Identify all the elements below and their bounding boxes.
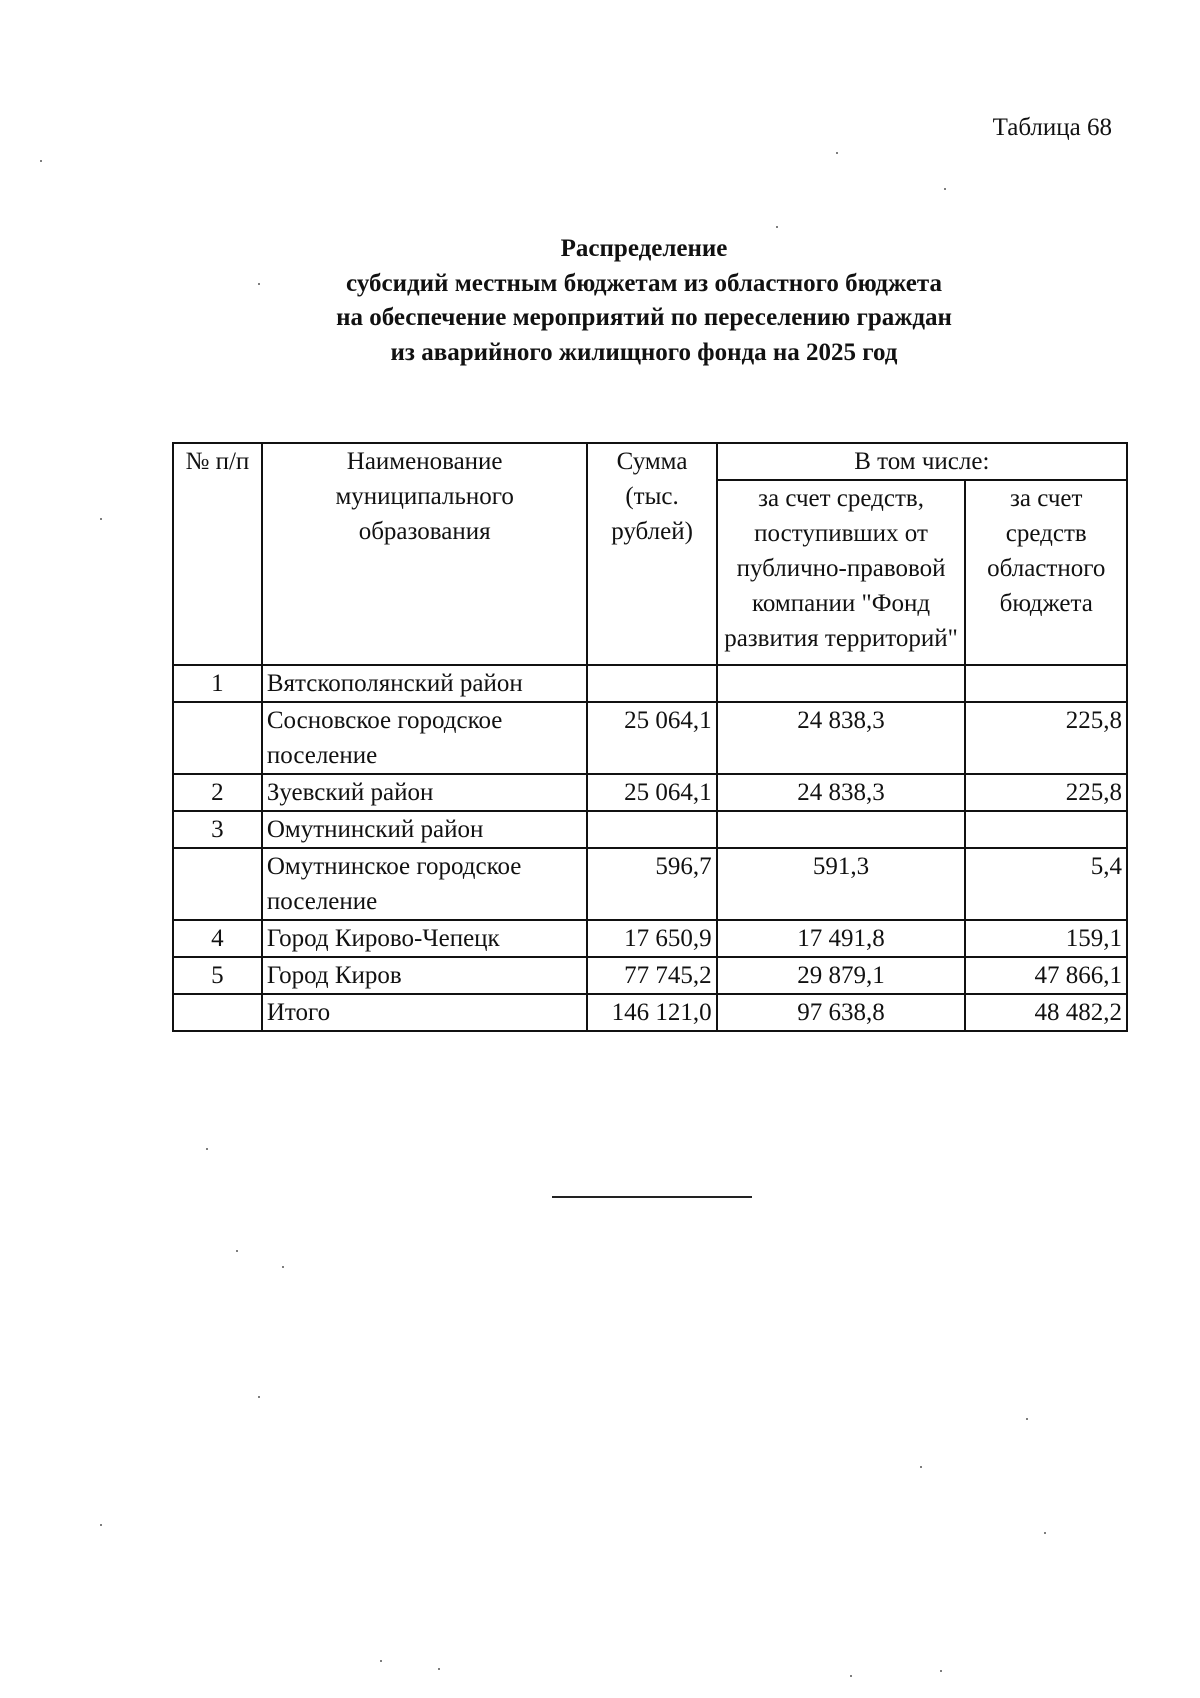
- row-sum: 17 650,9: [587, 920, 716, 957]
- table-row: [173, 920, 1127, 957]
- header-fund-source: за счет средств, поступивших от публично-правовой компании "Фонд развития территорий": [717, 480, 966, 665]
- scan-speck: [100, 518, 102, 520]
- scan-speck: [236, 1250, 238, 1252]
- table-row: [173, 957, 1127, 994]
- table-number-label: Таблица 68: [992, 114, 1112, 141]
- row-fund: 24 838,3: [717, 774, 966, 811]
- title-line-4: из аварийного жилищного фонда на 2025 год: [390, 338, 898, 366]
- scan-speck: [920, 1466, 922, 1468]
- row-regional: [965, 665, 1127, 702]
- row-municipality: Вятскополянский район: [262, 665, 588, 702]
- header-number: № п/п: [173, 443, 262, 665]
- scan-speck: [258, 1396, 260, 1398]
- scan-speck: [776, 226, 778, 228]
- row-number: [173, 994, 262, 1031]
- header-municipality: Наименование муниципального образования: [262, 443, 588, 665]
- table-row: [173, 811, 1127, 848]
- row-municipality: Омутнинское городское поселение: [262, 848, 588, 920]
- row-fund: 17 491,8: [717, 920, 966, 957]
- table-row: [173, 702, 1127, 774]
- row-sum: 25 064,1: [587, 774, 716, 811]
- scan-speck: [836, 152, 838, 154]
- row-municipality: Сосновское городское поселение: [262, 702, 588, 774]
- title-line-1: Распределение: [560, 235, 728, 262]
- table-row: [173, 774, 1127, 811]
- scan-speck: [206, 1148, 208, 1150]
- row-sum: [587, 811, 716, 848]
- table-row: [173, 848, 1127, 920]
- row-fund: 24 838,3: [717, 702, 966, 774]
- row-regional: 5,4: [965, 848, 1127, 920]
- scan-speck: [258, 283, 260, 285]
- table-row: [173, 665, 1127, 702]
- row-municipality: Омутнинский район: [262, 811, 588, 848]
- scan-speck: [944, 188, 946, 190]
- title-line-3: на обеспечение мероприятий по переселению граждан: [336, 304, 952, 331]
- row-fund: [717, 665, 966, 702]
- table-header-row: [173, 443, 1127, 480]
- row-municipality: Город Киров: [262, 957, 588, 994]
- scan-speck: [1044, 1532, 1046, 1534]
- row-regional: 47 866,1: [965, 957, 1127, 994]
- title-line-2: субсидий местным бюджетам из областного бюджета: [346, 269, 942, 297]
- row-sum: [587, 665, 716, 702]
- row-municipality: Итого: [262, 994, 588, 1031]
- row-number: 2: [173, 774, 262, 811]
- row-number: [173, 702, 262, 774]
- closing-rule: [552, 1196, 752, 1198]
- scan-speck: [100, 1524, 102, 1526]
- row-regional: 225,8: [965, 774, 1127, 811]
- row-sum: 146 121,0: [587, 994, 716, 1031]
- row-municipality: Город Кирово-Чепецк: [262, 920, 588, 957]
- row-municipality: Зуевский район: [262, 774, 588, 811]
- row-fund: [717, 811, 966, 848]
- row-regional: [965, 811, 1127, 848]
- scan-speck: [438, 1668, 440, 1670]
- row-sum: 596,7: [587, 848, 716, 920]
- scan-speck: [850, 1675, 852, 1677]
- row-fund: 29 879,1: [717, 957, 966, 994]
- scan-speck: [40, 160, 42, 162]
- scan-speck: [282, 1266, 284, 1268]
- row-number: 3: [173, 811, 262, 848]
- table-total-row: [173, 994, 1127, 1031]
- row-number: 5: [173, 957, 262, 994]
- row-regional: 48 482,2: [965, 994, 1127, 1031]
- row-fund: 97 638,8: [717, 994, 966, 1031]
- scan-speck: [1026, 1418, 1028, 1420]
- header-regional-source: за счет средств областного бюджета: [965, 480, 1127, 665]
- scan-speck: [380, 1660, 382, 1662]
- scan-speck: [940, 1670, 942, 1672]
- row-sum: 25 064,1: [587, 702, 716, 774]
- subsidy-table: [172, 442, 1128, 1032]
- row-regional: 159,1: [965, 920, 1127, 957]
- header-including: В том числе:: [717, 443, 1127, 480]
- row-sum: 77 745,2: [587, 957, 716, 994]
- row-regional: 225,8: [965, 702, 1127, 774]
- header-sum: Сумма (тыс. рублей): [587, 443, 716, 665]
- row-number: [173, 848, 262, 920]
- document-title: [0, 232, 1200, 370]
- row-fund: 591,3: [717, 848, 966, 920]
- row-number: 4: [173, 920, 262, 957]
- row-number: 1: [173, 665, 262, 702]
